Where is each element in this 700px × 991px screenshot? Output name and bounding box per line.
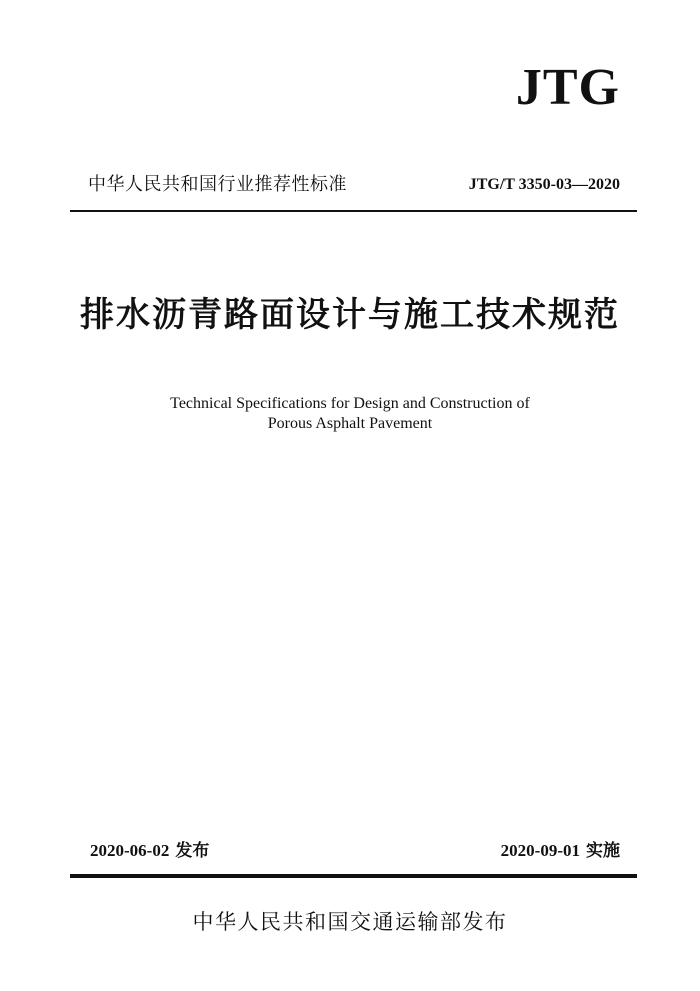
effective-date: 2020-09-01 [500,841,580,860]
bottom-divider [70,874,637,878]
document-title-chinese: 排水沥青路面设计与施工技术规范 [80,295,620,335]
english-title-line-2: Porous Asphalt Pavement [267,415,433,432]
jtg-logo: JTG [515,59,620,116]
issue-label: 发布 [175,841,210,861]
effective-date-block [501,842,620,860]
effective-label: 实施 [586,841,620,861]
issue-date-block [90,842,209,860]
top-divider [70,210,637,212]
issue-date: 2020-06-02 [90,841,170,860]
document-title-english [0,394,700,434]
english-title-line-1: Technical Specifications for Design and Construction of [170,395,530,412]
standard-category: 中华人民共和国行业推荐性标准 [88,174,347,195]
standard-code: JTG/T 3350-03—2020 [468,176,620,193]
publisher: 中华人民共和国交通运输部发布 [192,910,508,934]
